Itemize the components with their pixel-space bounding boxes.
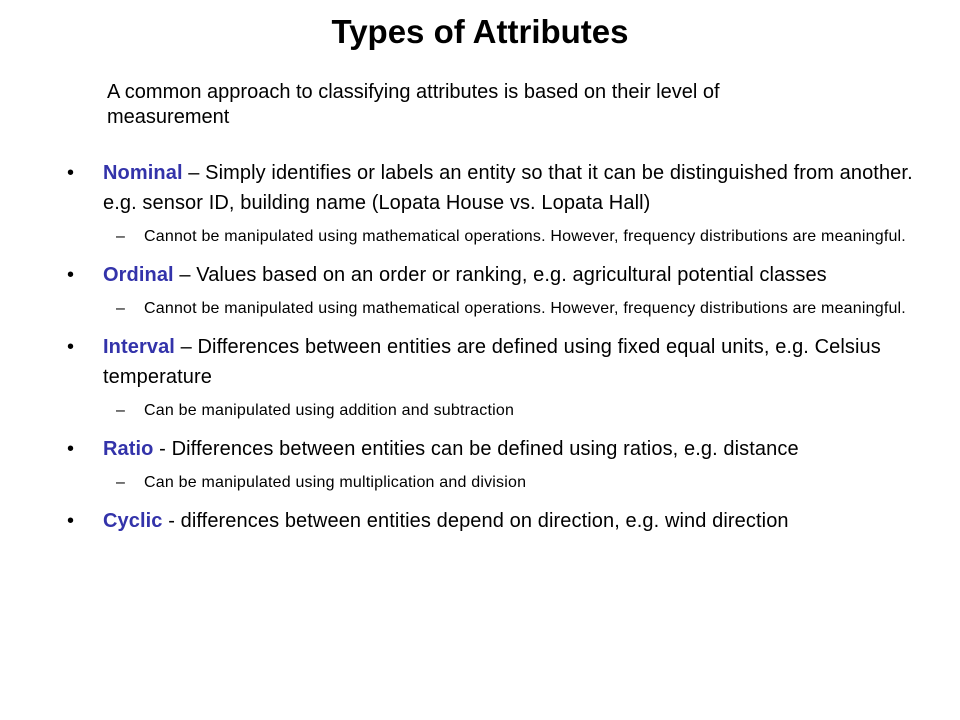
bullet-marker: • — [67, 162, 75, 184]
bullet-marker: • — [67, 438, 75, 460]
bullet-ratio — [62, 434, 942, 464]
sub-marker: – — [116, 228, 126, 245]
definition-interval: – Differences between entities are defined using fixed equal units, e.g. Celsius temperature — [103, 336, 881, 388]
bullet-ordinal — [62, 260, 942, 290]
sub-marker: – — [116, 300, 126, 317]
definition-ordinal: – Values based on an order or ranking, e.g. agricultural potential classes — [173, 264, 827, 286]
definition-ratio: - Differences between entities can be defined using ratios, e.g. distance — [153, 438, 799, 460]
bullet-marker: • — [67, 510, 75, 532]
sub-text-ordinal: Cannot be manipulated using mathematical operations. However, frequency distributions are meaningful. — [144, 300, 906, 317]
intro-text: A common approach to classifying attributes is based on their level of measurement — [107, 81, 720, 128]
bullet-marker: • — [67, 264, 75, 286]
term-ratio: Ratio — [103, 438, 154, 460]
term-cyclic: Cyclic — [103, 510, 163, 532]
term-nominal: Nominal — [103, 162, 183, 184]
bullet-list — [62, 158, 942, 536]
sub-text-nominal: Cannot be manipulated using mathematical operations. However, frequency distributions are meaningful. — [144, 228, 906, 245]
slide-title: Types of Attributes — [331, 13, 629, 50]
sub-marker: – — [116, 402, 126, 419]
definition-cyclic: - differences between entities depend on direction, e.g. wind direction — [162, 510, 789, 532]
bullet-interval — [62, 332, 942, 392]
sub-text-interval: Can be manipulated using addition and subtraction — [144, 402, 515, 419]
term-ordinal: Ordinal — [103, 264, 174, 286]
sub-bullet-interval — [62, 399, 942, 423]
sub-marker: – — [116, 474, 126, 491]
term-interval: Interval — [103, 336, 175, 358]
bullet-cyclic — [62, 506, 942, 536]
sub-text-ratio: Can be manipulated using multiplication and division — [144, 474, 527, 491]
sub-bullet-ordinal — [62, 297, 942, 321]
bullet-nominal — [62, 158, 942, 218]
definition-nominal: – Simply identifies or labels an entity so that it can be distinguished from another. e.g. sensor ID, building name (Lopata House vs. Lopata Hall) — [103, 162, 913, 214]
sub-bullet-ratio — [62, 471, 942, 495]
sub-bullet-nominal — [62, 225, 942, 249]
bullet-marker: • — [67, 336, 75, 358]
